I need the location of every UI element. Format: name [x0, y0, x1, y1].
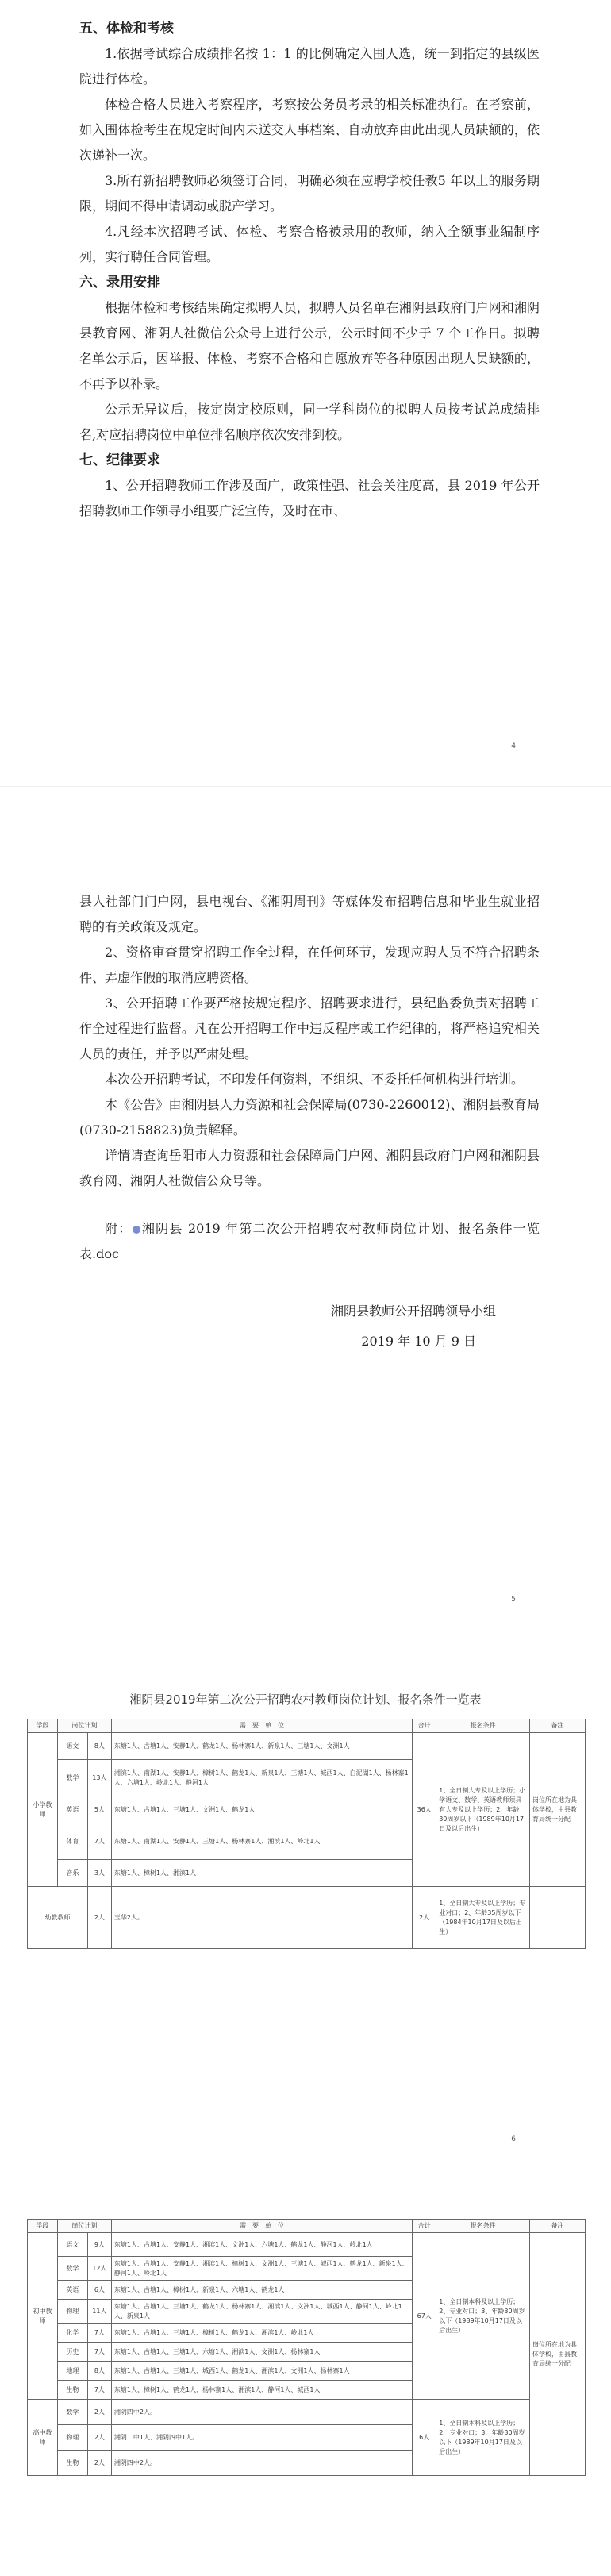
count-cell: 8人 — [87, 2362, 111, 2381]
page5-body — [79, 889, 540, 1354]
table2-header-conditions: 报名条件 — [436, 2220, 530, 2233]
subject-cell: 语文 — [57, 2233, 87, 2257]
subject-cell: 化学 — [57, 2324, 87, 2343]
attachment-prefix: 附： — [105, 1221, 133, 1236]
section5-paragraph-3: 3.所有新招聘教师必须签订合同，明确必须在应聘学校任教5 年以上的服务期限，期间不得申请调动或脱产学习。 — [79, 173, 540, 214]
table1-kindergarten-total: 2人 — [413, 1887, 436, 1949]
table2-header-total: 合计 — [413, 2220, 436, 2233]
count-cell: 2人 — [87, 2425, 111, 2451]
section7-paragraph-3: 3、公开招聘工作要严格按规定程序、招聘要求进行，县纪监委负责对招聘工作全过程进行监督。凡在公开招聘工作中违反程序或工作纪律的，将严格追究相关人员的责任，并予以严肃处理。 — [79, 995, 540, 1061]
section5-paragraph-2: 体检合格人员进入考察程序，考察按公务员考录的相关标准执行。在考察前，如入围体检考生在规定时间内未送交人事档案、自动放弃由此出现人员缺额的，依次递补一次。 — [79, 97, 540, 163]
units-cell: 湘阴二中1人、湘阴四中1人。 — [111, 2425, 412, 2451]
section5-paragraph-4: 4.凡经本次招聘考试、体检、考察合格被录用的教师，纳入全额事业编制序列，实行聘任合同管理。 — [79, 224, 540, 264]
table1-header-units: 需 要 单 位 — [111, 1719, 412, 1733]
section7-heading: 七、纪律要求 — [79, 452, 160, 468]
units-cell: 湘阴四中2人。 — [111, 2400, 412, 2425]
table2-stage-senior: 高中教师 — [28, 2400, 58, 2476]
subject-cell: 地理 — [57, 2362, 87, 2381]
units-cell: 湘阴四中2人。 — [111, 2451, 412, 2476]
count-cell: 12人 — [87, 2257, 111, 2281]
table1-header-conditions: 报名条件 — [436, 1719, 530, 1733]
table1-header-row — [28, 1719, 586, 1733]
count-cell: 5人 — [87, 1796, 111, 1823]
table1-kindergarten-conditions: 1、全日制大专及以上学历；专业对口；2、年龄35周岁以下（1984年10月17日及以后出生） — [436, 1887, 530, 1949]
signature-org: 湘阴县教师公开招聘领导小组 — [330, 1303, 496, 1319]
section7-paragraph-1b: 县人社部门门户网，县电视台、《湘阴周刊》等媒体发布招聘信息和毕业生就业招聘的有关政策及规定。 — [79, 894, 540, 934]
units-cell: 东塘1人、南湖1人、安静1人、三塘1人、杨林寨1人、湘滨1人、岭北1人 — [111, 1823, 412, 1860]
subject-cell: 数学 — [57, 2257, 87, 2281]
table2-senior-total: 6人 — [413, 2400, 436, 2476]
table2-header-remark: 备注 — [530, 2220, 586, 2233]
subject-cell: 音乐 — [57, 1860, 87, 1887]
count-cell: 9人 — [87, 2233, 111, 2257]
table-row — [28, 1733, 586, 1760]
table1-stage-primary: 小学教师 — [28, 1733, 58, 1887]
subject-cell: 物理 — [57, 2300, 87, 2324]
page4-body — [79, 16, 540, 524]
subject-cell: 历史 — [57, 2343, 87, 2362]
table2-senior-conditions: 1、全日制本科及以上学历；2、专业对口；3、年龄30周岁以下（1989年10月17日及以后出生） — [436, 2400, 530, 2476]
subject-cell: 英语 — [57, 2281, 87, 2300]
count-cell: 2人 — [87, 2400, 111, 2425]
table2-wrapper — [27, 2219, 586, 2476]
section6-paragraph-1: 根据体检和考核结果确定拟聘人员，拟聘人员名单在湘阴县政府门户网和湘阴县教育网、湘阴人社微信公众号上进行公示，公示时间不少于 7 个工作日。拟聘名单公示后，因举报、体检、考察不合格和自愿放弃等各种原因出现人员缺额的，不再予以补录。 — [79, 300, 540, 391]
subject-cell: 体育 — [57, 1823, 87, 1860]
attachment-line[interactable] — [79, 1216, 540, 1267]
units-cell: 东塘1人、古塘1人、安静1人、鹤龙1人、杨林寨1人、新泉1人、三塘1人、文洲1人 — [111, 1733, 412, 1760]
signature-date: 2019 年 10 月 9 日 — [361, 1334, 476, 1349]
section6-paragraph-2: 公示无异议后，按定岗定校原则，同一学科岗位的拟聘人员按考试总成绩排名,对应招聘岗位中单位排名顺序依次安排到校。 — [79, 402, 540, 442]
section7-paragraph-1a: 1、公开招聘教师工作涉及面广，政策性强、社会关注度高，县 2019 年公开招聘教师工作领导小组要广泛宣传，及时在市、 — [79, 478, 540, 518]
units-cell: 东塘1人、古塘1人、安静1人、湘滨1人、文洲1人、六塘1人、鹤龙1人、静河1人、岭北1人 — [111, 2233, 412, 2257]
page-number-4: 4 — [511, 742, 516, 750]
table2-remark: 岗位所在地为具体学校，由县教育局统一分配 — [530, 2233, 586, 2476]
units-cell: 东塘1人、古塘1人、三塘1人、鹤龙1人、杨林寨1人、湘滨1人、文洲1人、城西1人、静河1人、岭北1人、新泉1人 — [111, 2300, 412, 2324]
count-cell: 7人 — [87, 2343, 111, 2362]
units-cell: 东塘1人、古塘1人、樟树1人、新泉1人、六塘1人、鹤龙1人 — [111, 2281, 412, 2300]
page-number-6: 6 — [511, 2135, 516, 2143]
table1-remark: 岗位所在地为具体学校，由县教育局统一分配 — [530, 1733, 586, 1887]
subject-cell: 数学 — [57, 2400, 87, 2425]
subject-cell: 英语 — [57, 1796, 87, 1823]
section7-paragraph-6: 详情请查询岳阳市人力资源和社会保障局门户网、湘阴县政府门户网和湘阴县教育网、湘阴人社微信公众号等。 — [79, 1148, 540, 1188]
table2 — [27, 2219, 586, 2476]
units-cell: 东塘1人、古塘1人、三塘1人、六塘1人、湘滨1人、文洲1人、杨林寨1人 — [111, 2343, 412, 2362]
table1-header-stage: 学段 — [28, 1719, 58, 1733]
count-cell: 3人 — [87, 1860, 111, 1887]
table1-header-total: 合计 — [413, 1719, 436, 1733]
section7-paragraph-5: 本《公告》由湘阴县人力资源和社会保障局(0730-2260012)、湘阴县教育局(0730-2158823)负责解释。 — [79, 1097, 540, 1138]
count-cell: 2人 — [87, 1887, 111, 1949]
table2-header-row — [28, 2220, 586, 2233]
units-cell: 玉华2人。 — [111, 1887, 412, 1949]
table1-wrapper — [27, 1719, 586, 1949]
table2-junior-total: 67人 — [413, 2233, 436, 2400]
count-cell: 2人 — [87, 2451, 111, 2476]
table-row — [28, 1887, 586, 1949]
page-divider — [0, 786, 611, 787]
section5-heading: 五、体检和考核 — [79, 21, 174, 37]
table-row — [28, 2233, 586, 2257]
table2-stage-junior: 初中教师 — [28, 2233, 58, 2400]
count-cell: 7人 — [87, 1823, 111, 1860]
count-cell: 6人 — [87, 2281, 111, 2300]
section7-paragraph-2: 2、资格审查贯穿招聘工作全过程，在任何环节，发现应聘人员不符合招聘条件、弄虚作假的取消应聘资格。 — [79, 945, 540, 985]
page-number-5: 5 — [511, 1596, 516, 1604]
count-cell: 7人 — [87, 2324, 111, 2343]
subject-cell: 生物 — [57, 2451, 87, 2476]
units-cell: 东塘1人、古塘1人、安静1人、湘滨1人、樟树1人、文洲1人、三塘1人、城西1人、鹤龙1人、新泉1人、静河1人、岭北1人 — [111, 2257, 412, 2281]
subject-cell: 生物 — [57, 2381, 87, 2400]
units-cell: 东塘1人、古塘1人、三塘1人、文洲1人、鹤龙1人 — [111, 1796, 412, 1823]
table1-conditions: 1、全日制大专及以上学历；小学语文、数学、英语教师须具有大专及以上学历；2、年龄30周岁以下（1989年10月17日及以后出生） — [436, 1733, 530, 1887]
count-cell: 7人 — [87, 2381, 111, 2400]
table1-total: 36人 — [413, 1733, 436, 1887]
section5-paragraph-1: 1.依据考试综合成绩排名按 1：1 的比例确定入围人选，统一到指定的县级医院进行体检。 — [79, 46, 540, 87]
count-cell: 13人 — [87, 1760, 111, 1796]
section6-heading: 六、录用安排 — [79, 275, 160, 291]
count-cell: 8人 — [87, 1733, 111, 1760]
units-cell: 东塘1人、樟树1人、湘滨1人 — [111, 1860, 412, 1887]
subject-cell: 数学 — [57, 1760, 87, 1796]
table2-header-stage: 学段 — [28, 2220, 58, 2233]
subject-cell: 语文 — [57, 1733, 87, 1760]
table1 — [27, 1719, 586, 1949]
table1-kindergarten-label: 幼教教师 — [28, 1887, 88, 1949]
table1-kindergarten-remark — [530, 1887, 586, 1949]
table1-title: 湘阴县2019年第二次公开招聘农村教师岗位计划、报名条件一览表 — [129, 1692, 482, 1707]
units-cell: 东塘1人、樟树1人、鹤龙1人、杨林寨1人、湘滨1人、静河1人、城西1人 — [111, 2381, 412, 2400]
attachment-filename[interactable]: 湘阴县 2019 年第二次公开招聘农村教师岗位计划、报名条件一览表.doc — [79, 1221, 540, 1261]
table1-header-plan: 岗位计划 — [57, 1719, 111, 1733]
table2-junior-conditions: 1、全日制本科及以上学历；2、专业对口；3、年龄30周岁以下（1989年10月17日及以后出生） — [436, 2233, 530, 2400]
attachment-icon[interactable] — [133, 1226, 140, 1234]
table2-header-units: 需 要 单 位 — [111, 2220, 412, 2233]
table1-header-remark: 备注 — [530, 1719, 586, 1733]
table2-header-plan: 岗位计划 — [57, 2220, 111, 2233]
subject-cell: 物理 — [57, 2425, 87, 2451]
units-cell: 东塘1人、古塘1人、三塘1人、城西1人、鹤龙1人、湘滨1人、文洲1人、杨林寨1人 — [111, 2362, 412, 2381]
section7-paragraph-4: 本次公开招聘考试，不印发任何资料，不组织、不委托任何机构进行培训。 — [105, 1072, 525, 1087]
units-cell: 湘滨1人、南湖1人、安静1人、樟树1人、鹤龙1人、新泉1人、三塘1人、城西1人、白泥湖1人、杨林寨1人、六塘1人、岭北1人、静河1人 — [111, 1760, 412, 1796]
units-cell: 东塘1人、古塘1人、三塘1人、樟树1人、鹤龙1人、湘滨1人、岭北1人 — [111, 2324, 412, 2343]
table-row — [28, 2400, 586, 2425]
count-cell: 11人 — [87, 2300, 111, 2324]
